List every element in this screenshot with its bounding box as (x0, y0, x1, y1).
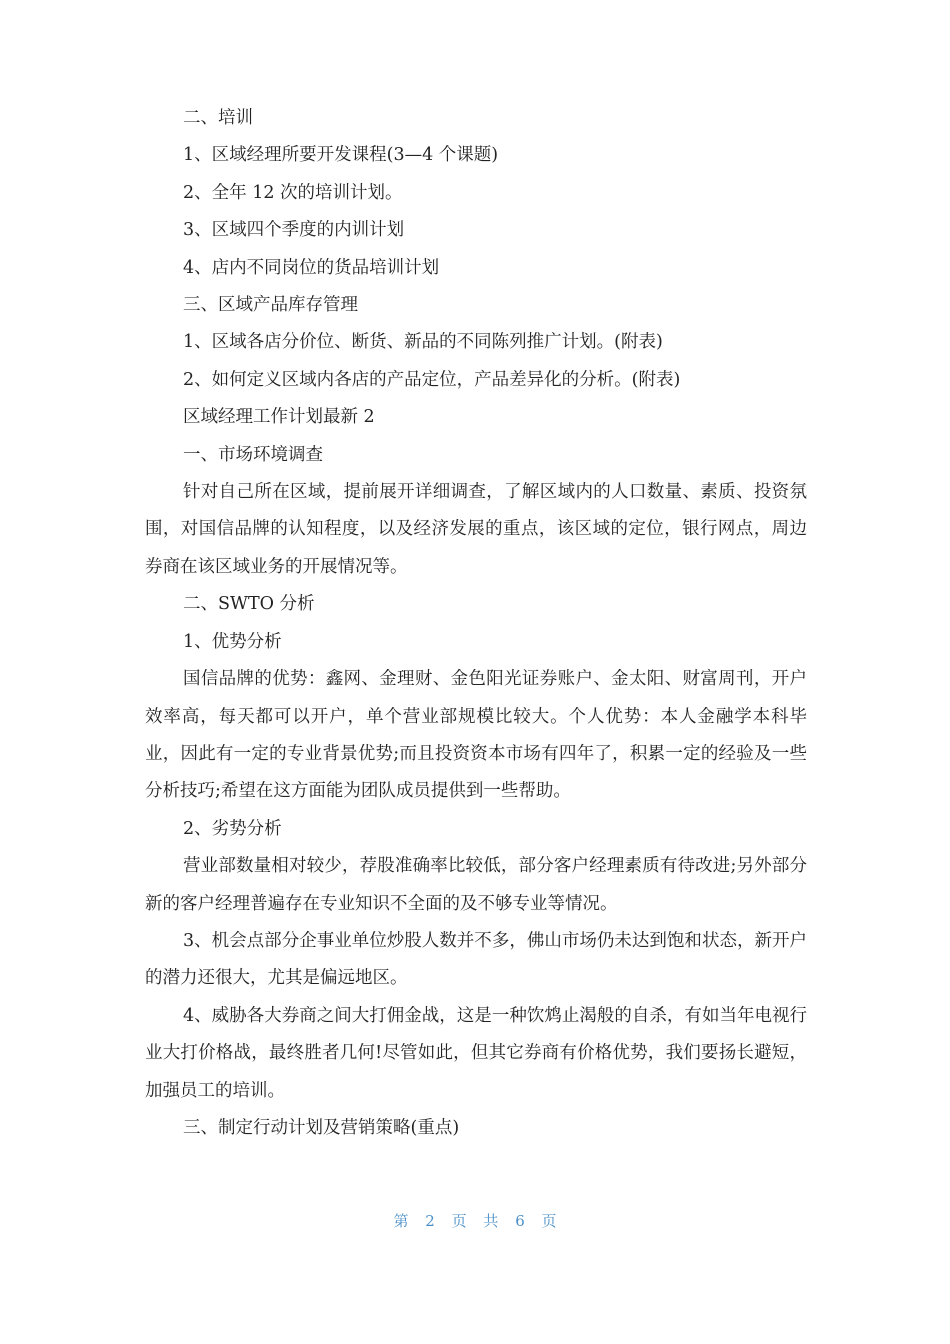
section-title: 区域经理工作计划最新 2 (183, 407, 375, 428)
footer-current-page: 2 (425, 1212, 435, 1230)
heading-market-survey: 一、市场环境调查 (183, 444, 323, 465)
footer-ye: 页 (451, 1212, 467, 1230)
list-item: 3、区域四个季度的内训计划 (183, 220, 405, 241)
subheading-strengths: 1、优势分析 (183, 631, 282, 652)
list-item: 2、如何定义区域内各店的产品定位，产品差异化的分析。(附表) (183, 369, 681, 390)
heading-training: 二、培训 (183, 108, 253, 128)
body-paragraph: 4、威胁各大券商之间大打佣金战，这是一种饮鸩止渴般的自杀，有如当年电视行业大打价格战，最终胜者几何!尽管如此，但其它券商有价格优势，我们要扬长避短，加强员工的培训。 (145, 1005, 807, 1101)
list-item: 2、全年 12 次的培训计划。 (183, 182, 403, 203)
list-item: 4、店内不同岗位的货品培训计划 (183, 257, 440, 278)
footer-ye: 页 (541, 1212, 557, 1230)
subheading-weaknesses: 2、劣势分析 (183, 818, 282, 839)
body-paragraph: 国信品牌的优势：鑫网、金理财、金色阳光证券账户、金太阳、财富周刊，开户效率高，每天都可以开户，单个营业部规模比较大。个人优势：本人金融学本科毕业，因此有一定的专业背景优势;而且投资资本市场有四年了，积累一定的经验及一些分析技巧;希望在这方面能为团队成员提供到一些帮助。 (145, 669, 807, 802)
body-paragraph: 营业部数量相对较少，荐股准确率比较低，部分客户经理素质有待改进;另外部分新的客户经理普遍存在专业知识不全面的及不够专业等情况。 (145, 856, 807, 914)
footer-di: 第 (393, 1212, 409, 1230)
footer-gong: 共 (483, 1212, 499, 1230)
body-paragraph: 针对自己所在区域，提前展开详细调查，了解区域内的人口数量、素质、投资氛围，对国信品牌的认知程度，以及经济发展的重点，该区域的定位，银行网点，周边券商在该区域业务的开展情况等。 (145, 482, 807, 577)
heading-action-plan: 三、制定行动计划及营销策略(重点) (183, 1117, 460, 1138)
list-item: 1、区域各店分价位、断货、新品的不同陈列推广计划。(附表) (183, 332, 663, 353)
list-item: 1、区域经理所要开发课程(3—4 个课题) (183, 145, 499, 166)
footer-total-pages: 6 (515, 1212, 525, 1230)
document-body (145, 100, 807, 1147)
page-footer (0, 1210, 950, 1231)
heading-inventory: 三、区域产品库存管理 (183, 295, 358, 316)
heading-swot: 二、SWTO 分析 (183, 594, 315, 615)
body-paragraph: 3、机会点部分企事业单位炒股人数并不多，佛山市场仍未达到饱和状态，新开户的潜力还很大，尤其是偏远地区。 (145, 930, 807, 989)
